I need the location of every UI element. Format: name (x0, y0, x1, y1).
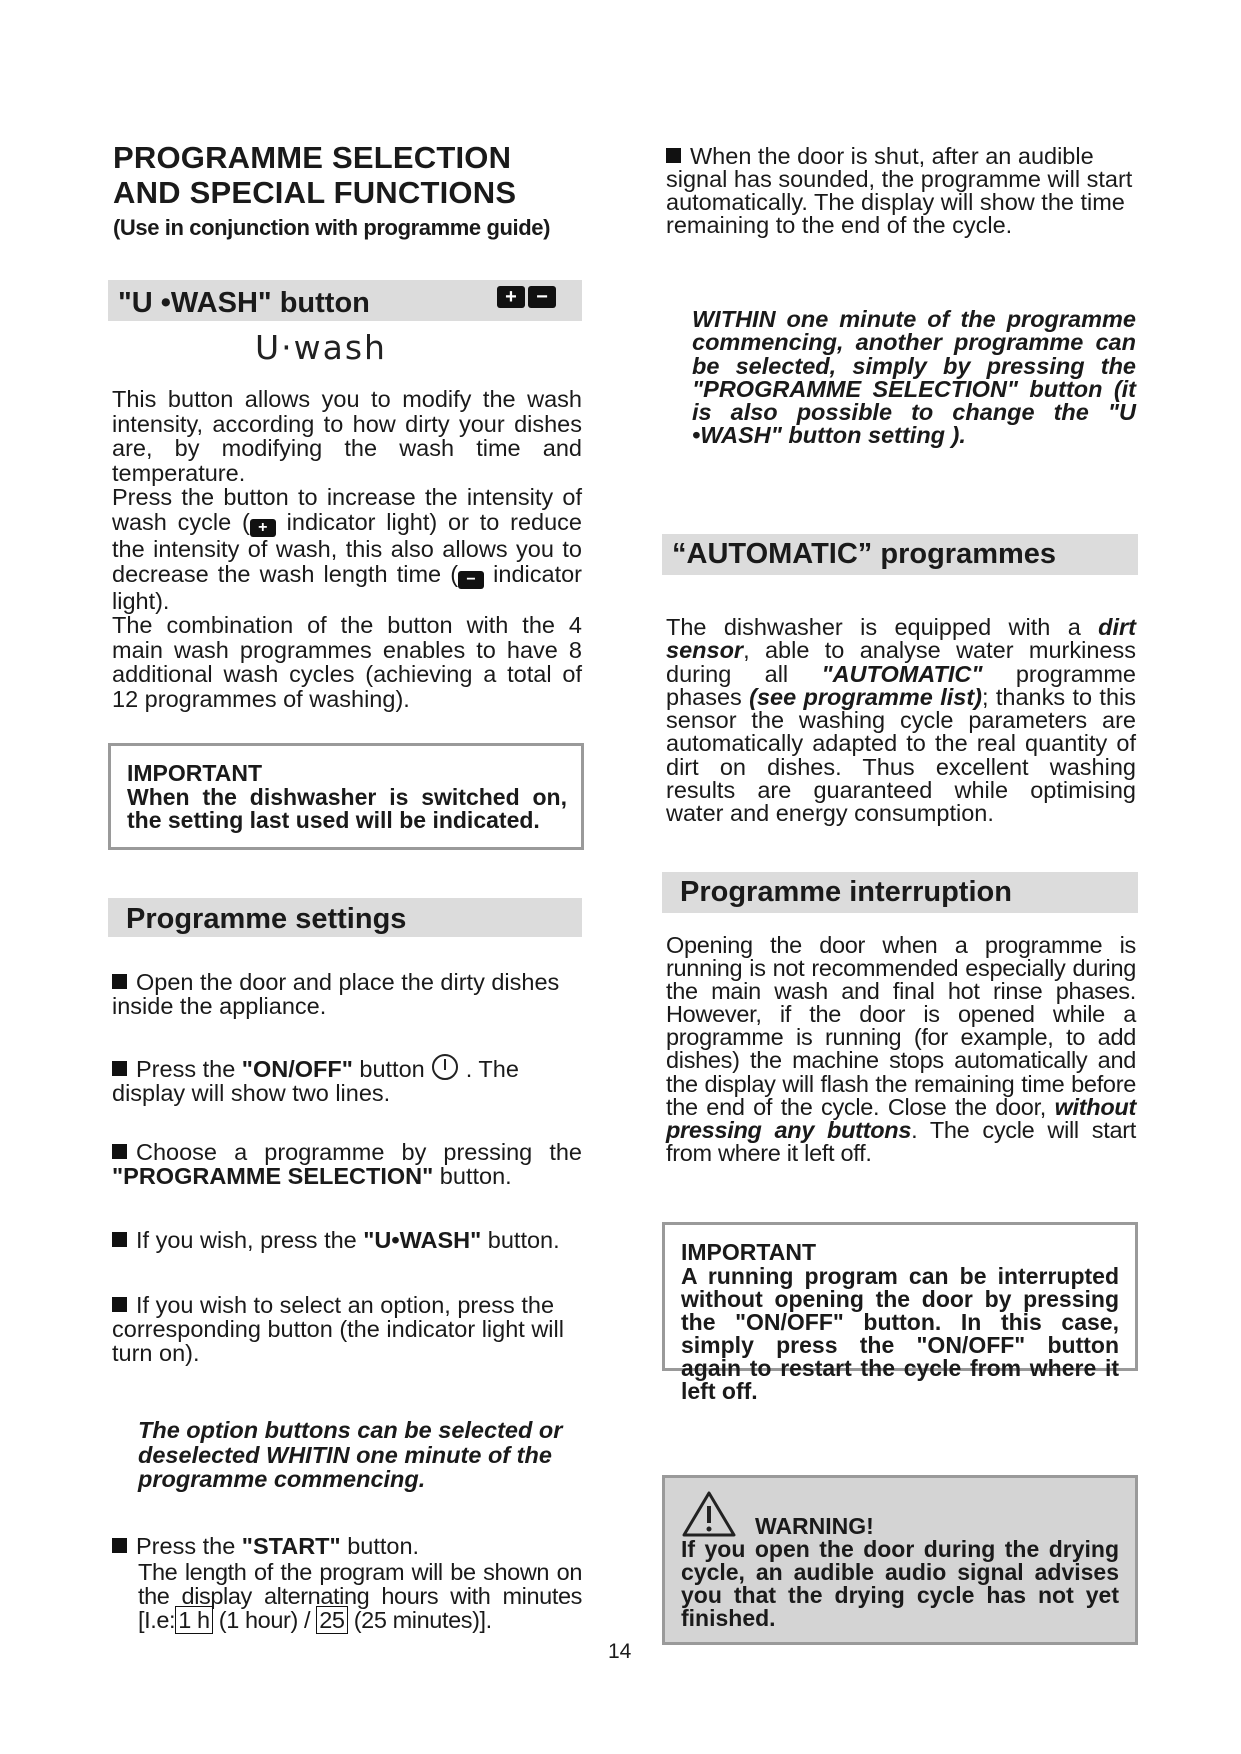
settings-bullet-4-part-c: button. (481, 1227, 560, 1253)
program-length-part-h: (25 minutes)]. (347, 1607, 492, 1633)
on-off-label: "ON/OFF" (241, 1056, 353, 1082)
uwash-p2-part-b: indicator light) or to reduce the intensity of wash, this also allows you to decrease the wash length time ( (112, 508, 582, 587)
door-shut-text: When the door is shut, after an audible signal has sounded, the programme will start automatically. The display will show the time remaining to the end of the cycle. (666, 143, 1133, 238)
settings-bullet-1 (112, 970, 582, 1018)
title-line-1: PROGRAMME SELECTION (113, 140, 512, 175)
bullet-square-icon (112, 974, 127, 989)
dirt-sensor-label: dirt sensor (666, 614, 1136, 664)
settings-bullet-4-part-a: If you wish, press the (136, 1227, 364, 1253)
bullet-square-icon (112, 1061, 127, 1076)
warning-triangle-icon (681, 1490, 737, 1538)
programme-settings-heading: Programme settings (126, 903, 407, 935)
minus-indicator-icon: − (458, 571, 484, 589)
settings-bullet-3-part-c: button. (433, 1163, 512, 1189)
power-icon (431, 1053, 459, 1081)
automatic-heading: “AUTOMATIC” programmes (672, 538, 1057, 570)
options-note: The option buttons can be selected or deselected WHITIN one minute of the programme commencing. (138, 1417, 563, 1492)
settings-bullet-6-part-c: button. (340, 1533, 420, 1559)
settings-bullet-6-part-a: Press the (136, 1533, 242, 1559)
interruption-text-3: . The cycle will start from where it left off. (666, 1116, 1136, 1166)
settings-bullet-1-text: Open the door and place the dirty dishes inside the appliance. (112, 969, 560, 1019)
important-box-left (108, 743, 584, 850)
uwash-paragraph-3: The combination of the button with the 4 main wash programmes enables to have 8 additional wash cycles (achieving a total of 12 programmes of washing). (112, 612, 582, 712)
bullet-square-icon (112, 1144, 127, 1159)
interruption-heading-bar (662, 872, 1138, 913)
settings-bullet-5-text: If you wish to select an option, press the corresponding button (the indicator light will turn on). (112, 1292, 564, 1366)
uwash-description (112, 387, 582, 712)
uwash-heading-bar (108, 280, 582, 321)
uwash-heading: "U •WASH" button (118, 287, 370, 319)
automatic-description (666, 616, 1136, 826)
hours-display: 1 h (175, 1606, 212, 1634)
settings-bullet-4 (112, 1228, 582, 1252)
important-text-left: When the dishwasher is switched on, the setting last used will be indicated. (127, 783, 567, 833)
program-length-text (112, 1560, 582, 1632)
important-label-left: IMPORTANT (127, 760, 263, 786)
warning-text: If you open the door during the drying cycle, an audible audio signal advises you that the drying cycle has not yet finished. (681, 1536, 1119, 1631)
warning-box (662, 1475, 1138, 1645)
plus-indicator-icon: + (250, 519, 276, 537)
uwash-paragraph-1: This button allows you to modify the wash intensity, according to how dirty your dishes are, by modifying the wash time and temperature. (112, 386, 582, 486)
interruption-text-1: Opening the door when a programme is running is not recommended especially during the main wash and final hot rinse phases. However, if the door is opened while a programme is running (for example, to add dishes) the machine stops automatically and the display will flash the remaining time before the end of the cycle. Close the door, (666, 932, 1136, 1120)
automatic-text-7: ; thanks to this sensor the washing cycle parameters are automatically adapted to the real quantity of dirt on dishes. Thus excellent washing results are guaranteed while optimising water and energy consumption. (666, 683, 1137, 827)
important-box-right (662, 1222, 1138, 1404)
warning-header (681, 1488, 1119, 1538)
interruption-heading: Programme interruption (680, 876, 1012, 908)
plus-icon: + (497, 286, 525, 308)
important-text-right: A running program can be interrupted without opening the door by pressing the "ON/OFF" button. In this case, simply press the "ON/OFF" button again to restart the cycle from where it left off. (681, 1262, 1119, 1404)
automatic-text-3: , able to analyse water murkiness during all (666, 637, 1136, 687)
settings-bullet-3 (112, 1140, 582, 1188)
interruption-description (666, 934, 1136, 1165)
uwash-paragraph-2 (112, 485, 582, 613)
bullet-square-icon (666, 148, 681, 163)
settings-bullet-2-part-a: Press the (136, 1056, 242, 1082)
start-label: "START" (241, 1533, 341, 1559)
uwash-label: "U•WASH" (363, 1227, 482, 1253)
minutes-display: 25 (316, 1606, 347, 1634)
settings-bullet-6 (112, 1534, 582, 1632)
important-label-right: IMPORTANT (681, 1239, 817, 1265)
door-shut-bullet (666, 145, 1136, 237)
programme-settings-heading-bar (108, 898, 582, 937)
program-length-part-f: (1 hour) / (212, 1607, 317, 1633)
bullet-square-icon (112, 1538, 127, 1553)
uwash-logo: U·wash (255, 328, 387, 367)
programme-selection-label: "PROGRAMME SELECTION" (112, 1163, 434, 1189)
plus-minus-icon (497, 286, 556, 308)
automatic-label: "AUTOMATIC" (821, 660, 983, 687)
without-pressing-label: without pressing any buttons (666, 1093, 1136, 1143)
uwash-p2-part-a: Press the button to increase the intensity of wash cycle ( (112, 484, 582, 535)
page-number: 14 (608, 1640, 632, 1663)
automatic-heading-bar (662, 534, 1138, 575)
settings-bullet-2 (112, 1053, 582, 1105)
within-minute-note: WITHIN one minute of the programme commencing, another programme can be selected, simply by pressing the "PROGRAMME SELECTION" button (it is also possible to change the "U •WASH" button setting ). (692, 306, 1136, 449)
settings-bullet-5 (112, 1293, 582, 1365)
uwash-p2-part-c: indicator light). (112, 560, 582, 614)
settings-bullet-3-part-a: Choose a programme by pressing the (136, 1139, 582, 1165)
programme-list-ref: (see programme list) (749, 683, 982, 710)
automatic-text-1: The dishwasher is equipped with a (666, 614, 1099, 640)
automatic-text-5: programme phases (666, 660, 1136, 710)
settings-bullet-2-part-d: . The display will show two lines. (112, 1056, 519, 1106)
settings-bullet-2-part-c: button (352, 1056, 432, 1082)
page-title (113, 140, 613, 210)
bullet-square-icon (112, 1297, 127, 1312)
bullet-square-icon (112, 1232, 127, 1247)
page-subtitle: (Use in conjunction with programme guide) (113, 215, 551, 240)
warning-label: WARNING! (755, 1512, 874, 1539)
minus-icon: − (528, 286, 556, 308)
program-length-part-d: The length of the program will be shown on the display alternating hours with minutes [I.e: (138, 1559, 582, 1633)
title-line-2: AND SPECIAL FUNCTIONS (113, 175, 517, 210)
